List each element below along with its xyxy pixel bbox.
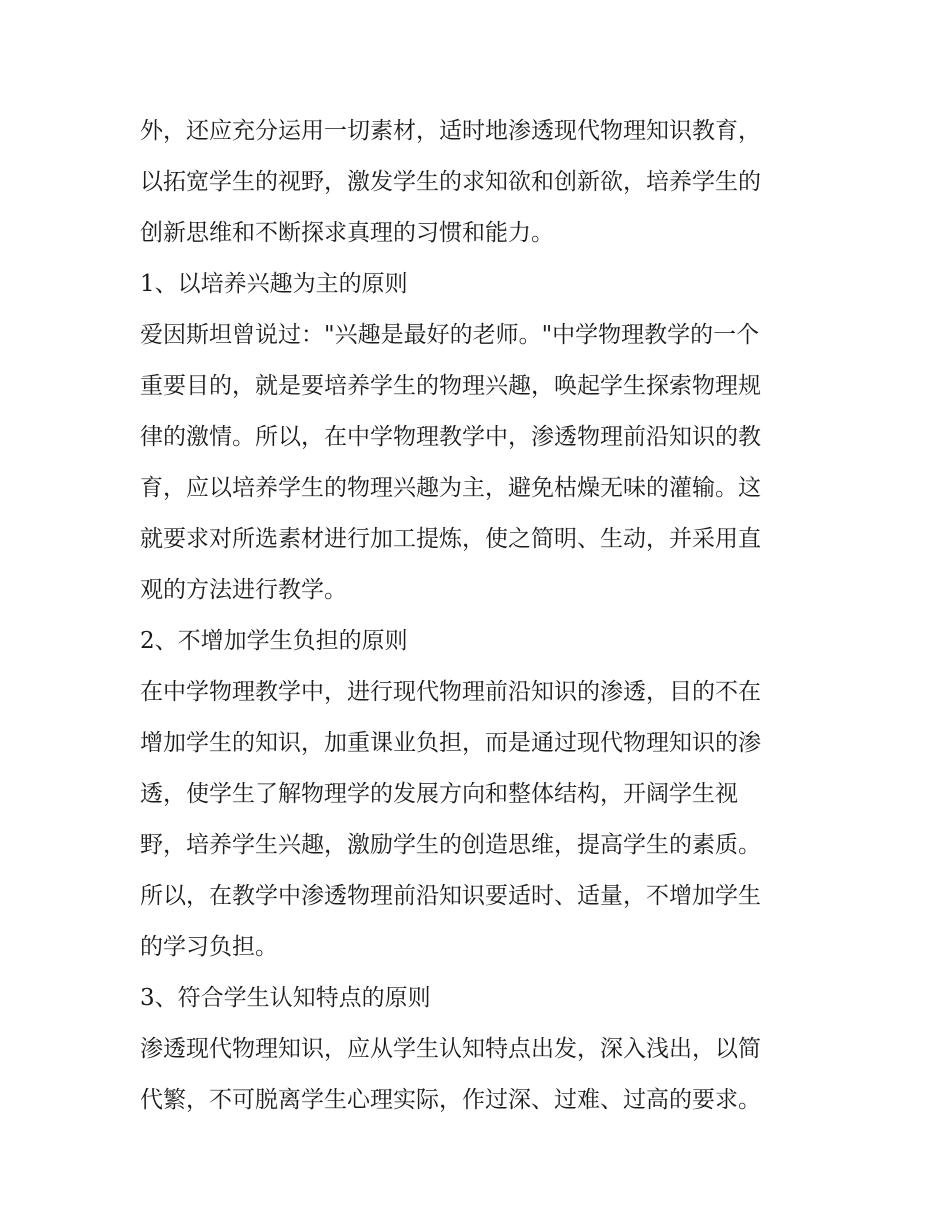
document-body xyxy=(140,106,820,1126)
section-heading-2: 2、不增加学生负担的原则 xyxy=(140,628,408,654)
body-line: 代繁，不可脱离学生心理实际，作过深、过难、过高的要求。 xyxy=(140,1087,761,1113)
section-heading-1: 1、以培养兴趣为主的原则 xyxy=(140,271,408,297)
body-line: 爱因斯坦曾说过："兴趣是最好的老师。"中学物理教学的一个 xyxy=(140,322,760,348)
body-line: 在中学物理教学中，进行现代物理前沿知识的渗透，目的不在 xyxy=(140,679,761,705)
body-line: 渗透现代物理知识，应从学生认知特点出发，深入浅出，以简 xyxy=(140,1036,761,1062)
body-line: 就要求对所选素材进行加工提炼，使之简明、生动，并采用直 xyxy=(140,526,761,552)
section-heading-3: 3、符合学生认知特点的原则 xyxy=(140,985,431,1011)
body-line: 透，使学生了解物理学的发展方向和整体结构，开阔学生视 xyxy=(140,781,738,807)
body-line: 观的方法进行教学。 xyxy=(140,577,347,603)
body-line: 重要目的，就是要培养学生的物理兴趣，唤起学生探索物理规 xyxy=(140,373,761,399)
body-line: 增加学生的知识，加重课业负担，而是通过现代物理知识的渗 xyxy=(140,730,761,756)
body-line: 育，应以培养学生的物理兴趣为主，避免枯燥无味的灌输。这 xyxy=(140,475,761,501)
body-line: 的学习负担。 xyxy=(140,934,278,960)
body-line: 所以，在教学中渗透物理前沿知识要适时、适量，不增加学生 xyxy=(140,883,761,909)
body-line: 创新思维和不断探求真理的习惯和能力。 xyxy=(140,220,554,246)
body-line: 野，培养学生兴趣，激励学生的创造思维，提高学生的素质。 xyxy=(140,832,761,858)
body-line: 律的激情。所以，在中学物理教学中，渗透物理前沿知识的教 xyxy=(140,424,761,450)
body-line: 以拓宽学生的视野，激发学生的求知欲和创新欲，培养学生的 xyxy=(140,169,761,195)
body-line: 外，还应充分运用一切素材，适时地渗透现代物理知识教育， xyxy=(140,118,761,144)
